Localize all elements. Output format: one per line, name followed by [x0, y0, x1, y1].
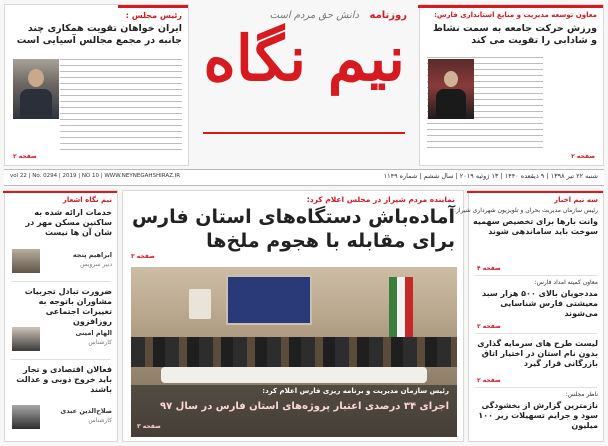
- left-item-3-author: صلاح‌الدین عبدی: [60, 407, 112, 415]
- top-left-kicker: رئیس مجلس :: [125, 11, 182, 20]
- right-item-2-headline[interactable]: مددجویان بالای ۵۰۰ هزار سبد معیشتی فارس شناسایی می‌شوند: [481, 289, 598, 318]
- slogan: دانش حق مردم است: [269, 10, 359, 21]
- divider: [475, 275, 597, 276]
- left-item-3-role: کارشناس: [88, 417, 112, 424]
- right-item-1-kicker: رئیس سازمان مدیریت بحران و تلویزیون شهرداری شیراز:: [454, 207, 598, 214]
- main-headline-line-2[interactable]: برای مقابله با هجوم ملخ‌ها: [206, 230, 455, 252]
- caption-headline[interactable]: اجرای ۳۴ درصدی اعتبار پروژه‌های استان فارس در سال ۹۷: [159, 401, 449, 412]
- caption-kicker: رئیس سازمان مدیریت و برنامه ریزی فارس اعلام کرد:: [262, 387, 449, 395]
- top-left-body-text: [60, 59, 182, 151]
- photo-icon: [428, 59, 474, 119]
- divider: [475, 333, 597, 334]
- divider: [11, 281, 111, 282]
- top-right-headline[interactable]: ورزش حرکت جامعه به سمت نشاط و شادابی را تقویت می کند: [432, 23, 597, 46]
- accent-bar: [467, 191, 603, 193]
- masthead-rule: [203, 132, 405, 134]
- right-item-3-headline[interactable]: لیست طرح های سرمایه گذاری بدون نام استان در اختیار اتاق بازرگانی قرار گیرد: [477, 339, 598, 368]
- left-section-title: نیم نگاه اشعار: [62, 196, 112, 204]
- top-right-page-ref[interactable]: صفحه ۲: [571, 153, 595, 160]
- portrait-icon: [12, 249, 40, 273]
- date-strip: [4, 169, 604, 186]
- top-left-headline[interactable]: ایران خواهان تقویت همکاری چند جانبه در مجمع مجالس آسیایی است: [16, 23, 182, 46]
- left-item-1-role: دبیر سرویس: [80, 261, 112, 268]
- portrait-icon: [13, 59, 59, 119]
- top-left-page-ref[interactable]: صفحه ۲: [13, 153, 37, 160]
- portrait-icon: [12, 405, 40, 429]
- left-item-1-headline[interactable]: خدمات ارائه شده به ساکنین مسکن مهر در شان آن ها نیست: [25, 208, 112, 237]
- left-item-1-author: ابراهیم پنجه: [72, 251, 112, 259]
- main-page-ref[interactable]: صفحه ۳: [131, 253, 155, 260]
- portrait-icon: [12, 327, 40, 351]
- right-item-4-kicker: ناظر مجلس:: [565, 391, 598, 398]
- accent-bar: [118, 5, 188, 8]
- main-headline-line-1[interactable]: آماده‌باش دستگاه‌های استان فارس: [131, 206, 455, 228]
- divider: [11, 359, 111, 360]
- left-item-2-headline[interactable]: ضرورت تبادل تجربیات مشاوران باتوجه به تغییرات اجتماعی روزافزون: [24, 287, 112, 326]
- right-item-1-headline[interactable]: وانت بارها برای تخصیص سهمیه سوخت باید ساماندهی شوند: [472, 217, 598, 236]
- main-kicker: نماینده مردم شیراز در مجلس اعلام کرد:: [306, 195, 455, 204]
- right-item-2-kicker: معاون کمیته امداد فارس:: [534, 279, 598, 286]
- top-right-kicker: معاون توسعه مدیریت و منابع استانداری فارس:: [434, 11, 597, 19]
- right-column: [454, 190, 604, 442]
- right-item-1-page-ref[interactable]: صفحه ۴: [477, 265, 501, 272]
- masthead-logo: نیم نگاه: [203, 22, 405, 95]
- accent-bar: [3, 191, 117, 193]
- right-item-3-page-ref[interactable]: صفحه ۲: [477, 377, 501, 384]
- left-column: [4, 190, 118, 442]
- caption-page-ref[interactable]: صفحه ۳: [137, 423, 161, 430]
- masthead: [193, 4, 415, 166]
- date-text: شنبه ۲۲ تیر ۱۳۹۸ | ۹ ذیقعده ۱۴۴۰ | ۱۳ ژوئیه ۲۰۱۹ | سال ششم | شماره ۱۱۴۹: [383, 172, 598, 180]
- right-item-4-headline[interactable]: نازمترین گزارش از بخشودگی سود و جرایم تسهیلات زیر ۱۰۰ میلیون: [478, 401, 598, 430]
- accent-bar: [418, 5, 603, 8]
- top-right-story[interactable]: [419, 4, 604, 166]
- left-item-2-author: الهام امینی: [75, 329, 112, 337]
- main-story[interactable]: [122, 190, 464, 442]
- volume-text: vol 22 | No. 0294 | 2019 | NO 10 | WWW.NEYNEGAHSHIRAZ.IR: [10, 173, 181, 179]
- left-item-2-role: کارشناس: [88, 339, 112, 346]
- left-item-3-headline[interactable]: فعالان اقتصادی و تجار باید خروج ذوبی و عدالت باشند: [16, 365, 112, 394]
- divider: [475, 387, 597, 388]
- paper-label: روزنامه: [369, 10, 407, 21]
- right-item-2-page-ref[interactable]: صفحه ۲: [477, 323, 501, 330]
- right-section-title: سه نیم اخبار: [554, 196, 598, 204]
- top-left-story[interactable]: [4, 4, 189, 166]
